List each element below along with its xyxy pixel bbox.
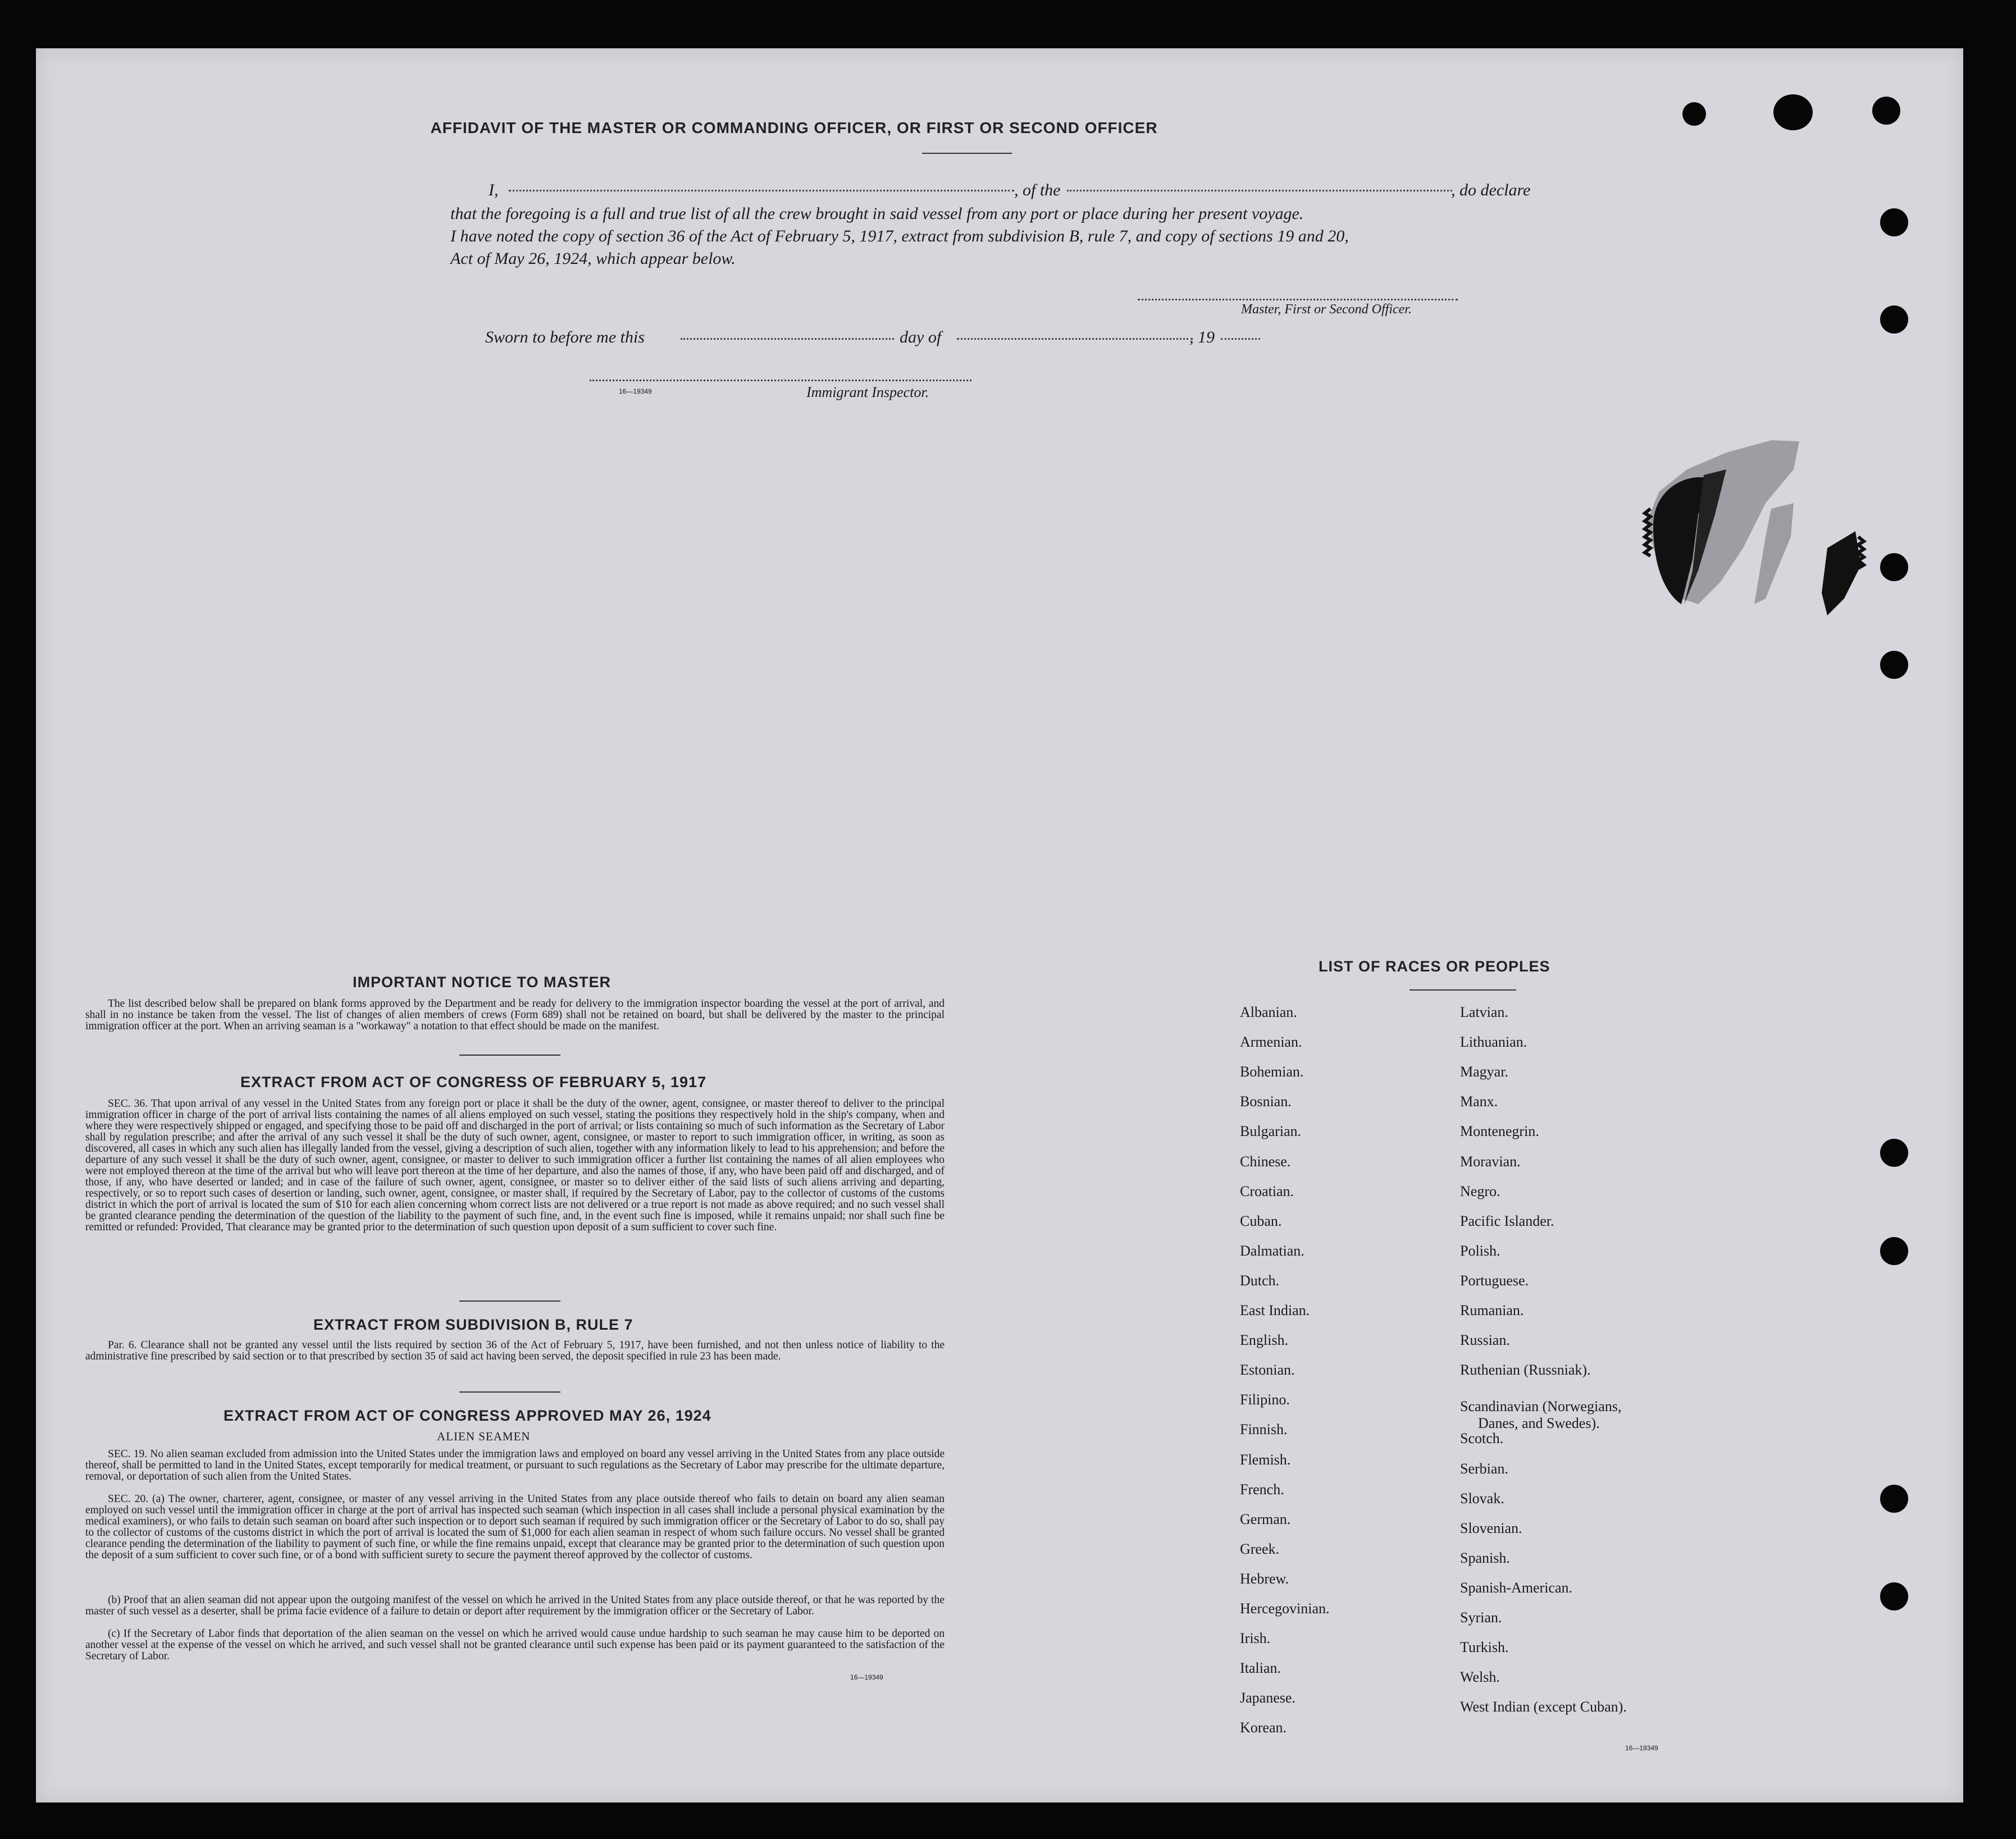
race-item: Serbian. — [1460, 1460, 1508, 1477]
master-signature-label: Master, First or Second Officer. — [1241, 302, 1412, 317]
declaration-line-4: Act of May 26, 1924, which appear below. — [450, 249, 736, 268]
form-number: 16—19349 — [619, 387, 652, 395]
notice-title: IMPORTANT NOTICE TO MASTER — [353, 974, 611, 991]
race-item: German. — [1240, 1511, 1291, 1527]
race-item: Flemish. — [1240, 1451, 1291, 1468]
race-item: Montenegrin. — [1460, 1123, 1539, 1140]
punch-hole — [1880, 1485, 1908, 1513]
race-item: East Indian. — [1240, 1302, 1310, 1318]
extract-1917-text: SEC. 36. That upon arrival of any vessel in the United States from any foreign port or place it shall be the duty of the owner, agent, consignee, or master thereof to deliver to the principal immigration officer in charge of the port of arrival lists containing the names of all aliens employed on such vessel, stating the positions they respectively hold in the ship's company, when and where they were respectively shipped or engaged, and specifying those to be paid off and discharged in the port of arrival; or lists containing so much of such information as the Secretary of Labor shall by regulation prescribe; and after the arrival of any such vessel it shall be the duty of such owner, agent, consignee, or master to report to such immigration officer, in writing, as soon as discovered, all cases in which any such alien has illegally landed from the vessel, giving a description of such alien, together with any information likely to lead to his apprehension; and before the departure of any such vessel it shall be the duty of such owner, agent, consignee, or master to deliver to such immigration officer a further list containing the names of all alien employees who were not employed thereon at the time of the arrival but who will leave port thereon at the time of her departure, and also the names of those, if any, who have been paid off and discharged, and of those, if any, who have deserted or landed; and in case of the failure of such owner, agent, consignee, or master so to deliver either of the said lists of such aliens arriving and departing, respectively, or so to report such cases of desertion or landing, such owner, agent, consignee, or master shall, if required by the Secretary of Labor, pay to the collector of customs of the customs district in which the port of arrival is located the sum of $10 for each alien concerning whom correct lists are not delivered or a true report is not made as above required; and no such vessel shall be granted clearance pending the determination of the question of the liability to the payment of such fine, and, in the event such fine is imposed, while it remains unpaid; nor shall such fine be remitted or refunded: Provided, That clearance may be granted prior to the determination of such question upon deposit of a sum sufficient to cover such fine. — [85, 1098, 945, 1233]
extract-1917-title: EXTRACT FROM ACT OF CONGRESS OF FEBRUARY 5, 1917 — [240, 1074, 707, 1090]
extract-1924-title: EXTRACT FROM ACT OF CONGRESS APPROVED MAY 26, 1924 — [224, 1407, 711, 1424]
race-item: Cuban. — [1240, 1212, 1282, 1229]
punch-hole — [1682, 102, 1706, 126]
form-page — [36, 48, 1963, 1803]
race-item: Moravian. — [1460, 1153, 1521, 1170]
extract-1924-sec20a: SEC. 20. (a) The owner, charterer, agent, consignee, or master of any vessel arriving in the United States from any place outside thereof who fails to detain on board any alien seaman employed on such vessel until the immigration officer in charge at the port of arrival has inspected such seaman (which inspection in all cases shall include a personal physical examination by the medical examiners), or who fails to detain such seaman on board after such inspection or to deport such seaman if required by such immigration officer or the Secretary of Labor to do so, shall pay to the collector of customs of the customs district in which the port of arrival is located the sum of $1,000 for each alien seaman in respect of whom such failure occurs. No vessel shall be granted clearance pending the determination of the liability to payment of such fine, or while the fine remains unpaid, except that clearance may be granted prior to the determination of such question upon the deposit of a sum sufficient to cover such fine, or of a bond with sufficient surety to secure the payment thereof approved by the collector of customs. — [85, 1493, 945, 1561]
race-item: West Indian (except Cuban). — [1460, 1699, 1627, 1715]
declare-of-the: , of the — [1014, 181, 1061, 199]
race-item: English. — [1240, 1332, 1288, 1349]
race-item: Croatian. — [1240, 1183, 1294, 1199]
race-item: Danes, and Swedes). — [1478, 1415, 1600, 1432]
punch-hole — [1773, 94, 1813, 130]
punch-hole — [1872, 97, 1900, 125]
form-number: 16—19349 — [850, 1673, 883, 1681]
inspector-label: Immigrant Inspector. — [806, 384, 929, 400]
inspector-signature-field[interactable] — [590, 380, 971, 381]
race-item: Finnish. — [1240, 1421, 1288, 1438]
sworn-month-field[interactable] — [957, 338, 1193, 340]
punch-hole — [1880, 1237, 1908, 1265]
race-item: Bohemian. — [1240, 1064, 1304, 1080]
master-signature-field[interactable] — [1138, 299, 1458, 300]
race-item: Pacific Islander. — [1460, 1212, 1554, 1229]
punch-hole — [1880, 305, 1908, 334]
declaration-line-2: that the foregoing is a full and true list of all the crew brought in said vessel from any port or place during her present voyage. — [450, 204, 1304, 223]
race-item: Albanian. — [1240, 1004, 1297, 1020]
declare-do-declare: , do declare — [1451, 181, 1531, 199]
race-item: Dutch. — [1240, 1272, 1280, 1289]
races-title-divider — [1410, 989, 1516, 991]
race-item: Lithuanian. — [1460, 1034, 1527, 1051]
affidavit-title: AFFIDAVIT OF THE MASTER OR COMMANDING OFFICER, OR FIRST OR SECOND OFFICER — [430, 119, 1158, 136]
sworn-day-field[interactable] — [681, 338, 894, 340]
extract-1924-sec20b: (b) Proof that an alien seaman did not appear upon the outgoing manifest of the vessel on which he arrived in the United States from any place outside thereof, or that he was reported by the master of such vessel as a deserter, shall be prima facie evidence of a failure to detain or deport after requirement by the immigration officer or the Secretary of Labor. — [85, 1594, 945, 1617]
race-item: Negro. — [1460, 1183, 1500, 1199]
race-item: French. — [1240, 1481, 1284, 1498]
section-divider — [459, 1391, 560, 1393]
punch-hole — [1880, 1582, 1908, 1610]
extract-1924-sec19: SEC. 19. No alien seaman excluded from admission into the United States under the immigration laws and employed on board any vessel arriving in the United States from any place outside thereof, shall be permitted to land in the United States, except temporarily for medical treatment, or pursuant to such regulations as the Secretary of Labor may prescribe for the ultimate departure, removal, or deportation of such alien from the United States. — [85, 1448, 945, 1482]
race-item: Slovak. — [1460, 1490, 1504, 1507]
race-item: Polish. — [1460, 1242, 1500, 1259]
race-item: Greek. — [1240, 1540, 1280, 1557]
race-item: Dalmatian. — [1240, 1242, 1305, 1259]
race-item: Portuguese. — [1460, 1272, 1529, 1289]
race-item: Armenian. — [1240, 1034, 1302, 1051]
race-item: Chinese. — [1240, 1153, 1291, 1170]
race-item: Turkish. — [1460, 1639, 1509, 1656]
race-item: Manx. — [1460, 1093, 1498, 1110]
day-of-label: day of — [900, 328, 942, 346]
race-item: Rumanian. — [1460, 1302, 1524, 1318]
race-item: Italian. — [1240, 1660, 1281, 1677]
declaration-line-3: I have noted the copy of section 36 of the Act of February 5, 1917, extract from subdivision B, rule 7, and copy of sections 19 and 20, — [450, 227, 1349, 245]
race-item: Syrian. — [1460, 1609, 1502, 1626]
race-item: Ruthenian (Russniak). — [1460, 1362, 1591, 1379]
race-item: Hercegovinian. — [1240, 1600, 1330, 1617]
race-item: Scandinavian (Norwegians, — [1460, 1398, 1622, 1415]
races-title: LIST OF RACES OR PEOPLES — [1319, 958, 1550, 975]
race-item: Welsh. — [1460, 1669, 1500, 1686]
extract-rule7-title: EXTRACT FROM SUBDIVISION B, RULE 7 — [313, 1316, 633, 1333]
race-item: Scotch. — [1460, 1430, 1504, 1447]
extract-rule7-text: Par. 6. Clearance shall not be granted any vessel until the lists required by section 36 of the Act of February 5, 1917, have been furnished, and not then unless notice of liability to the administrative fine prescribed by said section or to that prescribed by section 35 of said act having been served, the deposit specified in rule 23 has been made. — [85, 1339, 945, 1362]
section-divider — [459, 1300, 560, 1302]
race-item: Hebrew. — [1240, 1570, 1289, 1587]
race-item: Irish. — [1240, 1630, 1271, 1647]
race-item: Japanese. — [1240, 1690, 1296, 1706]
seal-stamp — [1631, 436, 1900, 672]
race-item: Spanish-American. — [1460, 1579, 1573, 1596]
declarant-name-field[interactable] — [509, 190, 1014, 191]
vessel-name-field[interactable] — [1067, 190, 1452, 191]
declare-i: I, — [489, 181, 499, 199]
race-item: Korean. — [1240, 1719, 1287, 1736]
punch-hole — [1880, 1139, 1908, 1167]
title-divider — [922, 153, 1012, 154]
race-item: Estonian. — [1240, 1362, 1295, 1379]
sworn-year-field[interactable] — [1221, 338, 1260, 340]
race-item: Filipino. — [1240, 1391, 1290, 1408]
extract-1924-sec20c: (c) If the Secretary of Labor finds that deportation of the alien seaman on the vessel on which he arrived would cause undue hardship to such seaman he may cause him to be deported on another vessel at the expense of the vessel on which he arrived, and such vessel shall not be granted clearance until such expense has been paid or its payment guaranteed to the satisfaction of the Secretary of Labor. — [85, 1628, 945, 1662]
year-label: , 19 — [1189, 328, 1215, 346]
punch-hole — [1880, 208, 1908, 236]
race-item: Magyar. — [1460, 1064, 1508, 1080]
race-item: Slovenian. — [1460, 1519, 1522, 1536]
section-divider — [459, 1055, 560, 1056]
race-item: Latvian. — [1460, 1004, 1508, 1020]
race-item: Spanish. — [1460, 1549, 1510, 1566]
race-item: Bosnian. — [1240, 1093, 1292, 1110]
notice-text: The list described below shall be prepared on blank forms approved by the Department and be ready for delivery to the immigration inspector boarding the vessel at the port of arrival, and shall in no instance be taken from the vessel. The list of changes of alien members of crews (Form 689) shall not be retained on board, but shall be delivered by the master to the principal immigration officer at the port. When an arriving seaman is a "workaway" a notation to that effect should be made on the manifest. — [85, 998, 945, 1032]
race-item: Russian. — [1460, 1332, 1510, 1349]
sworn-label: Sworn to before me this — [485, 328, 645, 346]
alien-seamen-subtitle: ALIEN SEAMEN — [437, 1430, 531, 1443]
race-item: Bulgarian. — [1240, 1123, 1302, 1140]
form-number: 16—19349 — [1625, 1744, 1658, 1752]
